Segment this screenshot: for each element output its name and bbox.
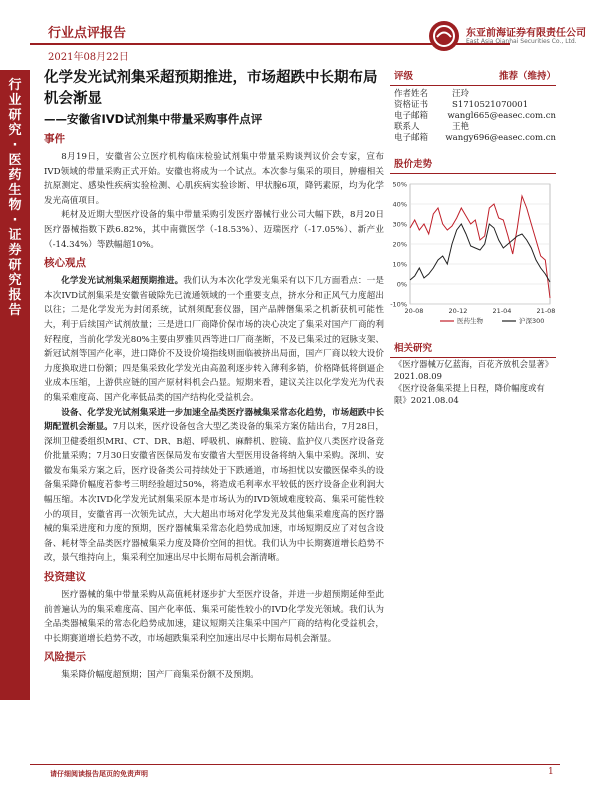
section-heading-event: 事件 <box>44 133 65 145</box>
related-list <box>390 358 556 406</box>
footer-disclaimer: 请仔细阅读报告尾页的免责声明 <box>50 770 148 778</box>
x-tick-label: 21-08 <box>536 307 556 315</box>
core-paragraph-2 <box>44 406 384 567</box>
rating-value: 推荐（维持） <box>498 71 556 82</box>
rating-label: 评级 <box>394 71 414 82</box>
x-tick-label: 21-04 <box>492 307 512 315</box>
invest-paragraph: 医疗器械的集中带量采购从高值耗材逐步扩大至医疗设备，并进一步超预期延伸至此前普遍认为的集采难度高、国产化率低、集采可能性较小的IVD化学发光领域。我们认为全品类器械集采的常态化趋势成加速，建议短期关注集采中国产厂商的结构化受益机会，中长期赛道增长趋势不改，市场超跌集采利空加速出尽中长期布局机会渐显。 <box>44 590 384 644</box>
series-line <box>410 196 550 298</box>
sidebar <box>0 70 30 700</box>
contact-key: 电子邮箱 <box>394 111 429 121</box>
core-p1-text: 我们认为本次化学发光集采有以下几方面看点：一是本次IVD试剂集采是安徽省破除先已流通领域的一个重要支点，挤水分和正风气力度超出以往；二是化学发光为封闭系统，试剂须配套仪器，国产品牌僭集采之机新获机可能性大，利于后续国产试剂放量；三是进口厂商降价保市场的决心决定了集采对国产厂商的利好程度，当前化学发光80%主要由罗雅贝西等进口厂商垄断，不及已集采过的冠脉支架、新冠试剂等国产化率，进口降价不及设价境指线则面临被挤出局面，国产厂商以较大设价力度换取进口份额；四是集采致化学发光由高盈利逐步转入薄利多销，价格降低将倒逼企业成本压缩，上游供应链的国产原材料机会凸显。短期来看，建议关注以化学发光为代表的集采难度高、国产化率低品类的国产结构化受益机会。 <box>44 276 384 403</box>
page-number: 1 <box>548 767 554 777</box>
contact-row <box>390 111 556 122</box>
contact-row <box>390 122 556 133</box>
contact-list <box>390 89 556 144</box>
contact-key: 联系人 <box>394 122 420 132</box>
contact-email[interactable]: wangl665@easec.com.cn <box>447 111 556 121</box>
event-paragraph-2: 耗材及近期大型医疗设备的集中带量采购引发医疗器械行业公司大幅下跌，8月20日医疗器械指数下跌6.82%，其中南微医学（-18.53%）、迈瑞医疗（-17.05%）、新产业（-14.34%）等跌幅超10%。 <box>44 210 384 250</box>
company-logo-icon <box>428 20 460 52</box>
contact-key: 资格证书 <box>394 100 429 110</box>
series-line <box>410 224 550 282</box>
contact-key: 作者姓名 <box>394 89 429 99</box>
main-column <box>44 68 384 683</box>
related-item[interactable]: 《医疗设备集采提上日程，降价幅度或有限》2021.08.04 <box>394 383 545 405</box>
report-date: 2021年08月22日 <box>48 52 129 63</box>
y-tick-label: 10% <box>392 260 407 269</box>
header <box>30 0 600 62</box>
contact-email[interactable]: wangy696@easec.com.cn <box>445 133 556 143</box>
core-p2-text: 7月以来，医疗设备包含大型乙类设备的集采方案仿陆出台，7月28日，深圳卫健委组织MRI、CT、DR、B超、呼吸机、麻醉机、腔镜、监护仪八类医疗设备竞价批量采购；7月30日安徽省医保局发布安徽省大型医用设备将纳入集中采购。深圳、安徽发布集采方案之后，医疗设备类公司持续处于下跌通道，市场担忧以安徽医保牵头的设备集采降价幅度若参考三明经验超过50%，将造成毛利率水平较低的医疗设备企业利润大幅压缩。本次IVD化学发光试剂集采原本是市场认为的IVD领域难度较高、集采可能性较小的项目，安徽省再一次领先试点，大大超出市场对化学发光及其他集采难度高的医疗器械的集采进度和力度的预期，医疗器械集采常态化趋势成加速，市场短期反应了对包含设备、耗材等全品类医疗器械集采力度及降价空间的担忧。我们认为中长期赛道增长趋势不改，景气维持向上，集采利空加速出尽中长期布局机会渐清晰。 <box>44 422 384 564</box>
sidebar-label: 行业研究·医药生物·证券研究报告 <box>8 78 22 318</box>
report-type: 行业点评报告 <box>48 26 127 41</box>
contact-value: 王艳 <box>452 122 470 132</box>
section-heading-invest: 投资建议 <box>44 571 86 584</box>
y-tick-label: -10% <box>390 300 407 309</box>
legend-label: 医药生物 <box>457 317 483 325</box>
y-tick-label: 30% <box>392 220 407 229</box>
y-tick-label: 40% <box>392 200 407 209</box>
stock-trend-chart <box>390 176 556 328</box>
risk-paragraph: 集采降价幅度超预期；国产厂商集采份额不及预期。 <box>61 670 259 681</box>
chart-heading: 股价走势 <box>390 152 556 174</box>
y-tick-label: 20% <box>392 240 407 249</box>
x-tick-label: 20-08 <box>404 307 424 315</box>
report-title: 化学发光试剂集采超预期推进，市场超跌中长期布局机会渐显 <box>44 70 378 107</box>
info-column <box>390 68 556 406</box>
contact-value: 汪玲 <box>452 89 470 99</box>
related-heading: 相关研究 <box>390 336 556 358</box>
footer-rule <box>30 764 560 765</box>
y-tick-label: 0% <box>396 280 407 289</box>
core-p2-lead: 设备、化学发光试剂集采进一步加速全品类医疗器械集采常态化趋势，市场超跌中长期配置机会渐显。 <box>44 407 384 433</box>
event-paragraph-1: 8月19日，安徽省公立医疗机构临床检验试剂集中带量采购谈判议价会专家，宣布IVD领域的带量采购正式开始。安徽也将成为一个试点。本次参与集采的项目，肿瘤相关抗原测定、感染性疾病实验检测、心肌疾病实验诊断、甲状腺6项，降钙素原，均为化学发光高值项目。 <box>44 152 384 206</box>
report-subtitle: ——安徽省IVD试剂集中带量采购事件点评 <box>44 112 263 126</box>
company-name-en: East Asia Qianhai Securities Co., Ltd. <box>466 38 577 45</box>
contact-row <box>390 89 556 100</box>
x-tick-label: 20-12 <box>448 307 468 315</box>
contact-row <box>390 133 556 144</box>
contact-row <box>390 100 556 111</box>
legend-label: 沪深300 <box>519 317 545 325</box>
related-item[interactable]: 《医疗器械万亿蓝海，百花齐放机会显著》2021.08.09 <box>394 359 554 381</box>
company-name: 东亚前海证券有限责任公司 <box>466 28 586 39</box>
contact-value: S1710521070001 <box>452 100 529 110</box>
rating-row <box>390 68 556 86</box>
core-paragraph-1 <box>44 274 384 405</box>
section-heading-core: 核心观点 <box>44 257 86 270</box>
section-heading-risk: 风险提示 <box>44 651 86 664</box>
contact-key: 电子邮箱 <box>394 133 429 143</box>
y-tick-label: 50% <box>392 180 407 189</box>
core-p1-lead: 化学发光试剂集采超预期推进。 <box>61 276 184 287</box>
